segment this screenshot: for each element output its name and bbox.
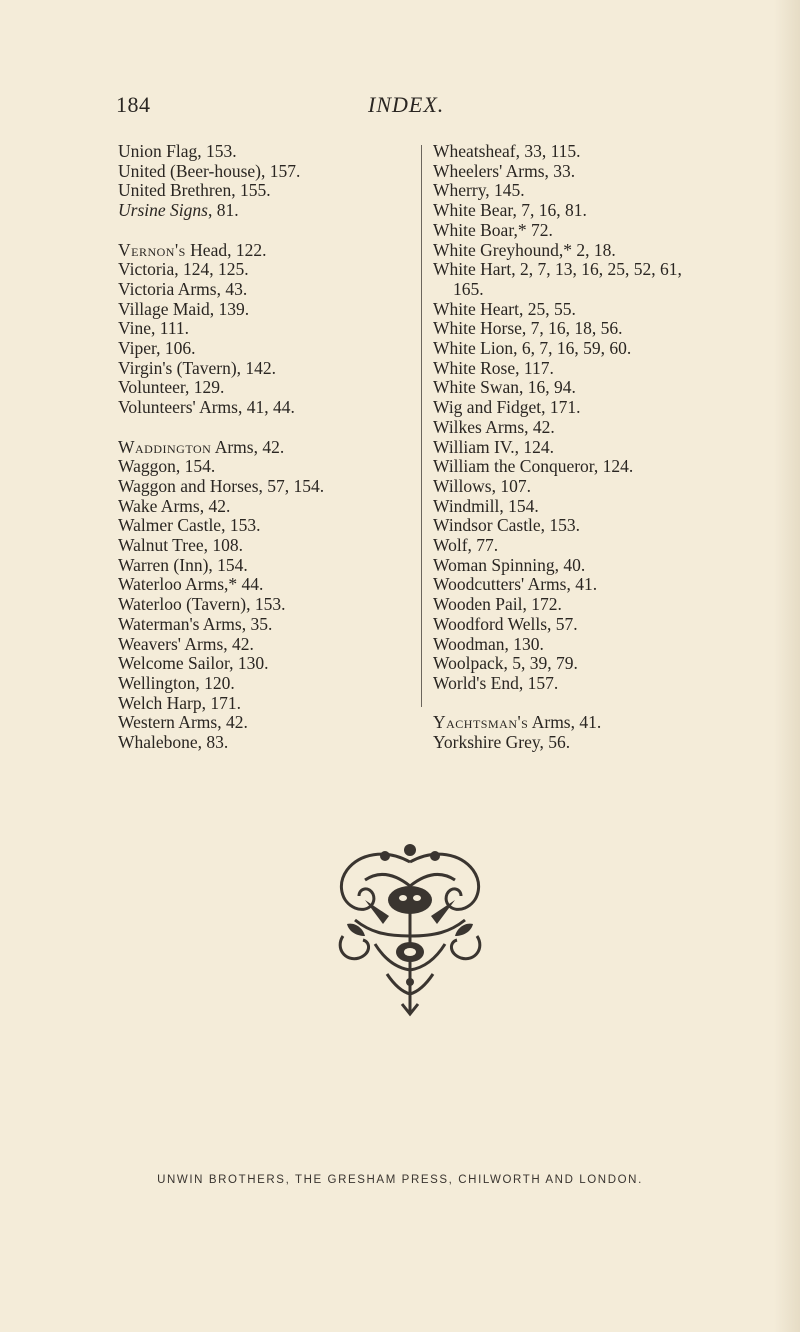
w-entries-right-a	[433, 142, 773, 280]
index-entry: Vine, 111.	[118, 318, 190, 339]
section-gap	[118, 418, 403, 438]
index-entry: White Greyhound,* 2, 18.	[433, 239, 616, 260]
index-entry: White Lion, 6, 7, 16, 59, 60.	[433, 338, 632, 359]
entry-rest: Head, 122.	[185, 239, 267, 260]
index-entry: Waterman's Arms, 35.	[118, 613, 273, 634]
section-lead-word: Yachtsman's	[433, 712, 529, 733]
index-entry: Woolpack, 5, 39, 79.	[433, 653, 578, 674]
index-entry: Windsor Castle, 153.	[433, 515, 581, 536]
index-entry: William IV., 124.	[433, 436, 554, 457]
index-entry: Wheelers' Arms, 33.	[433, 160, 576, 181]
index-entry: United (Beer-house), 157.	[118, 160, 301, 181]
index-entry: Wheatsheaf, 33, 115.	[433, 141, 581, 161]
index-entry: White Hart, 2, 7, 13, 16, 25, 52, 61,	[433, 259, 682, 280]
index-entry: White Bear, 7, 16, 81.	[433, 200, 587, 221]
index-entry: Walmer Castle, 153.	[118, 515, 261, 536]
w-entries-left	[118, 457, 403, 753]
index-entry: Woodcutters' Arms, 41.	[433, 574, 598, 595]
entry-rest: Arms, 41.	[528, 712, 602, 733]
index-column-right	[433, 142, 773, 753]
y-entries	[433, 733, 773, 753]
index-entry-yachtsmans-arms	[433, 713, 773, 733]
section-gap	[433, 694, 773, 714]
index-entry: White Swan, 16, 94.	[433, 377, 576, 398]
section-lead-word: Vernon's	[118, 239, 186, 260]
index-entry: William the Conqueror, 124.	[433, 456, 634, 477]
index-entry: Volunteers' Arms, 41, 44.	[118, 397, 295, 418]
index-entry: Woodford Wells, 57.	[433, 613, 578, 634]
index-entry: Volunteer, 129.	[118, 377, 225, 398]
index-entry: Waterloo (Tavern), 153.	[118, 594, 286, 615]
index-entry: Wolf, 77.	[433, 535, 499, 556]
index-entry: United Brethren, 155.	[118, 180, 271, 201]
index-entry: Waterloo Arms,* 44.	[118, 574, 264, 595]
section-gap	[118, 221, 403, 241]
index-entry: Willows, 107.	[433, 475, 531, 496]
w-entries-right-b	[433, 300, 773, 694]
u-entries	[118, 142, 403, 201]
index-entry: Victoria Arms, 43.	[118, 278, 248, 299]
index-entry: Waggon, 154.	[118, 456, 216, 477]
index-entry: Virgin's (Tavern), 142.	[118, 357, 277, 378]
index-entry-ursine-signs	[118, 201, 403, 221]
index-entry: Waggon and Horses, 57, 154.	[118, 475, 325, 496]
index-entry: Yorkshire Grey, 56.	[433, 732, 571, 753]
entry-italic-name: Ursine Signs	[118, 200, 208, 221]
index-entry: White Rose, 117.	[433, 357, 554, 378]
index-entry: Wig and Fidget, 171.	[433, 397, 581, 418]
running-head: INDEX.	[368, 92, 445, 117]
v-entries	[118, 260, 403, 418]
index-entry: Welch Harp, 171.	[118, 692, 241, 713]
index-entry: Union Flag, 153.	[118, 141, 237, 161]
index-entry: White Horse, 7, 16, 18, 56.	[433, 318, 623, 339]
printer-imprint: UNWIN BROTHERS, THE GRESHAM PRESS, CHILWORTH AND LONDON.	[157, 1174, 643, 1186]
page-edge	[774, 0, 800, 1332]
index-entry: World's End, 157.	[433, 672, 559, 693]
index-entry: Welcome Sailor, 130.	[118, 653, 269, 674]
index-entry: Woman Spinning, 40.	[433, 554, 586, 575]
page-number: 184	[116, 92, 151, 117]
index-entry: Walnut Tree, 108.	[118, 535, 243, 556]
index-entry-waddington-arms	[118, 438, 403, 458]
index-entry: Wake Arms, 42.	[118, 495, 231, 516]
index-entry: Wilkes Arms, 42.	[433, 416, 555, 437]
index-entry: Windmill, 154.	[433, 495, 539, 516]
section-lead-word: Waddington	[118, 436, 212, 457]
index-entry: White Boar,* 72.	[433, 219, 553, 240]
index-entry: Western Arms, 42.	[118, 712, 248, 733]
index-entry: Wellington, 120.	[118, 672, 235, 693]
entry-rest: Arms, 42.	[211, 436, 285, 457]
index-entry: Viper, 106.	[118, 338, 196, 359]
index-entry: Victoria, 124, 125.	[118, 259, 249, 280]
column-divider	[421, 145, 422, 707]
index-entry: Warren (Inn), 154.	[118, 554, 248, 575]
index-column-left	[118, 142, 403, 753]
index-entry: Village Maid, 139.	[118, 298, 250, 319]
index-entry: Woodman, 130.	[433, 633, 544, 654]
index-entry: Weavers' Arms, 42.	[118, 633, 254, 654]
index-entry-continuation: 165.	[453, 278, 484, 299]
index-entry: Wherry, 145.	[433, 180, 525, 201]
index-entry: White Heart, 25, 55.	[433, 298, 576, 319]
index-entry-vernons-head	[118, 241, 403, 261]
entry-pages: , 81.	[207, 200, 239, 221]
printers-ornament-icon	[325, 840, 495, 1020]
index-entry: Whalebone, 83.	[118, 732, 229, 753]
index-entry: Wooden Pail, 172.	[433, 594, 562, 615]
